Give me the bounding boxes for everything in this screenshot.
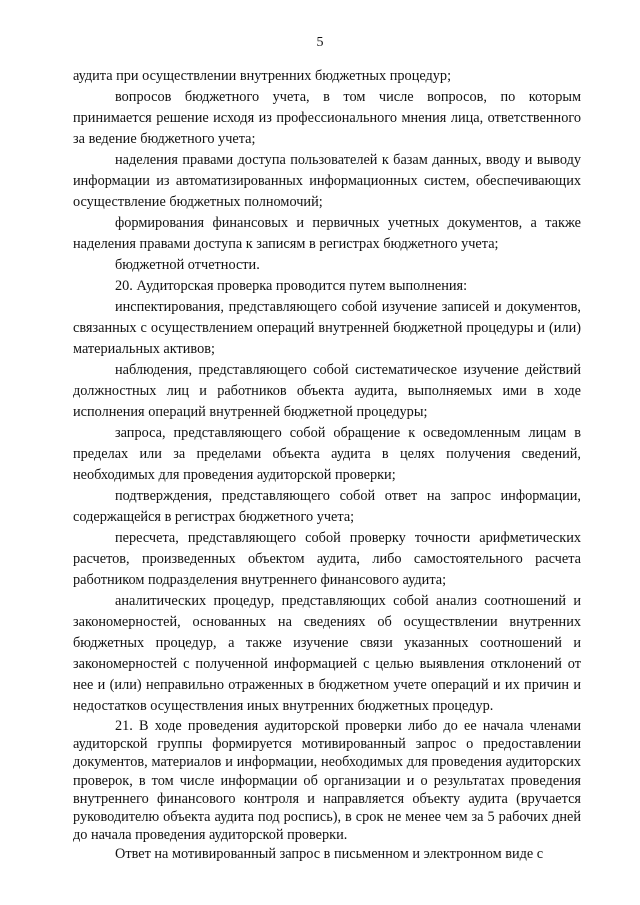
paragraph-audit-internal-procedures: аудита при осуществлении внутренних бюджетных процедур; — [73, 68, 452, 84]
paragraph-request: запроса, представляющего собой обращение к осведомленным лицам в пределах или за пределами объекта аудита в целях получения сведений, необходимых для проведения аудиторской проверки; — [73, 425, 581, 483]
document-body — [73, 66, 581, 864]
paragraph-confirmation: подтверждения, представляющего собой ответ на запрос информации, содержащейся в регистрах бюджетного учета; — [73, 488, 581, 525]
paragraph-budget-reporting: бюджетной отчетности. — [115, 257, 260, 273]
page-number: 5 — [316, 35, 324, 50]
paragraph-analytical-procedures: аналитических процедур, представляющих собой анализ соотношений и закономерностей, основанных на сведениях об осуществлении внутренних бюджетных процедур, а также изучение связи указанных соотношений и закономерностей с полученной информацией с целью выявления отклонений от нее и (или) неправильно отраженных в бюджетном учете операций и их причин и недостатков осуществления иных внутренних бюджетных процедур. — [73, 593, 581, 714]
paragraph-inspection: инспектирования, представляющего собой изучение записей и документов, связанных с осуществлением операций внутренней бюджетной процедуры и (или) материальных активов; — [73, 299, 581, 357]
paragraph-financial-documents: формирования финансовых и первичных учетных документов, а также наделения правами доступа к записям в регистрах бюджетного учета; — [73, 215, 581, 252]
paragraph-item-21: 21. В ходе проведения аудиторской проверки либо до ее начала членами аудиторской группы формируется мотивированный запрос о предоставлении документов, материалов и информации, необходимых для проведения аудиторских проверок, в том числе информации об организации и о результатах проведения внутреннего финансового контроля и направляется объекту аудита (вручается руководителю объекта аудита под роспись), в срок не менее чем за 5 рабочих дней до начала проведения аудиторской проверки. — [73, 718, 581, 844]
paragraph-access-rights-databases: наделения правами доступа пользователей к базам данных, вводу и выводу информации из автоматизированных информационных систем, обеспечивающих осуществление бюджетных полномочий; — [73, 152, 581, 210]
paragraph-recalculation: пересчета, представляющего собой проверку точности арифметических расчетов, произведенных объектом аудита, либо самостоятельного расчета работником подразделения внутреннего финансового аудита; — [73, 530, 581, 588]
paragraph-item-20: 20. Аудиторская проверка проводится путем выполнения: — [115, 278, 468, 294]
paragraph-response: Ответ на мотивированный запрос в письменном и электронном виде с — [115, 846, 544, 863]
paragraph-budget-accounting-questions: вопросов бюджетного учета, в том числе вопросов, по которым принимается решение исходя из профессионального мнения лица, ответственного за ведение бюджетного учета; — [73, 89, 581, 147]
paragraph-observation: наблюдения, представляющего собой систематическое изучение действий должностных лиц и работников объекта аудита, выполняемых ими в ходе исполнения операций внутренней бюджетной процедуры; — [73, 362, 581, 420]
